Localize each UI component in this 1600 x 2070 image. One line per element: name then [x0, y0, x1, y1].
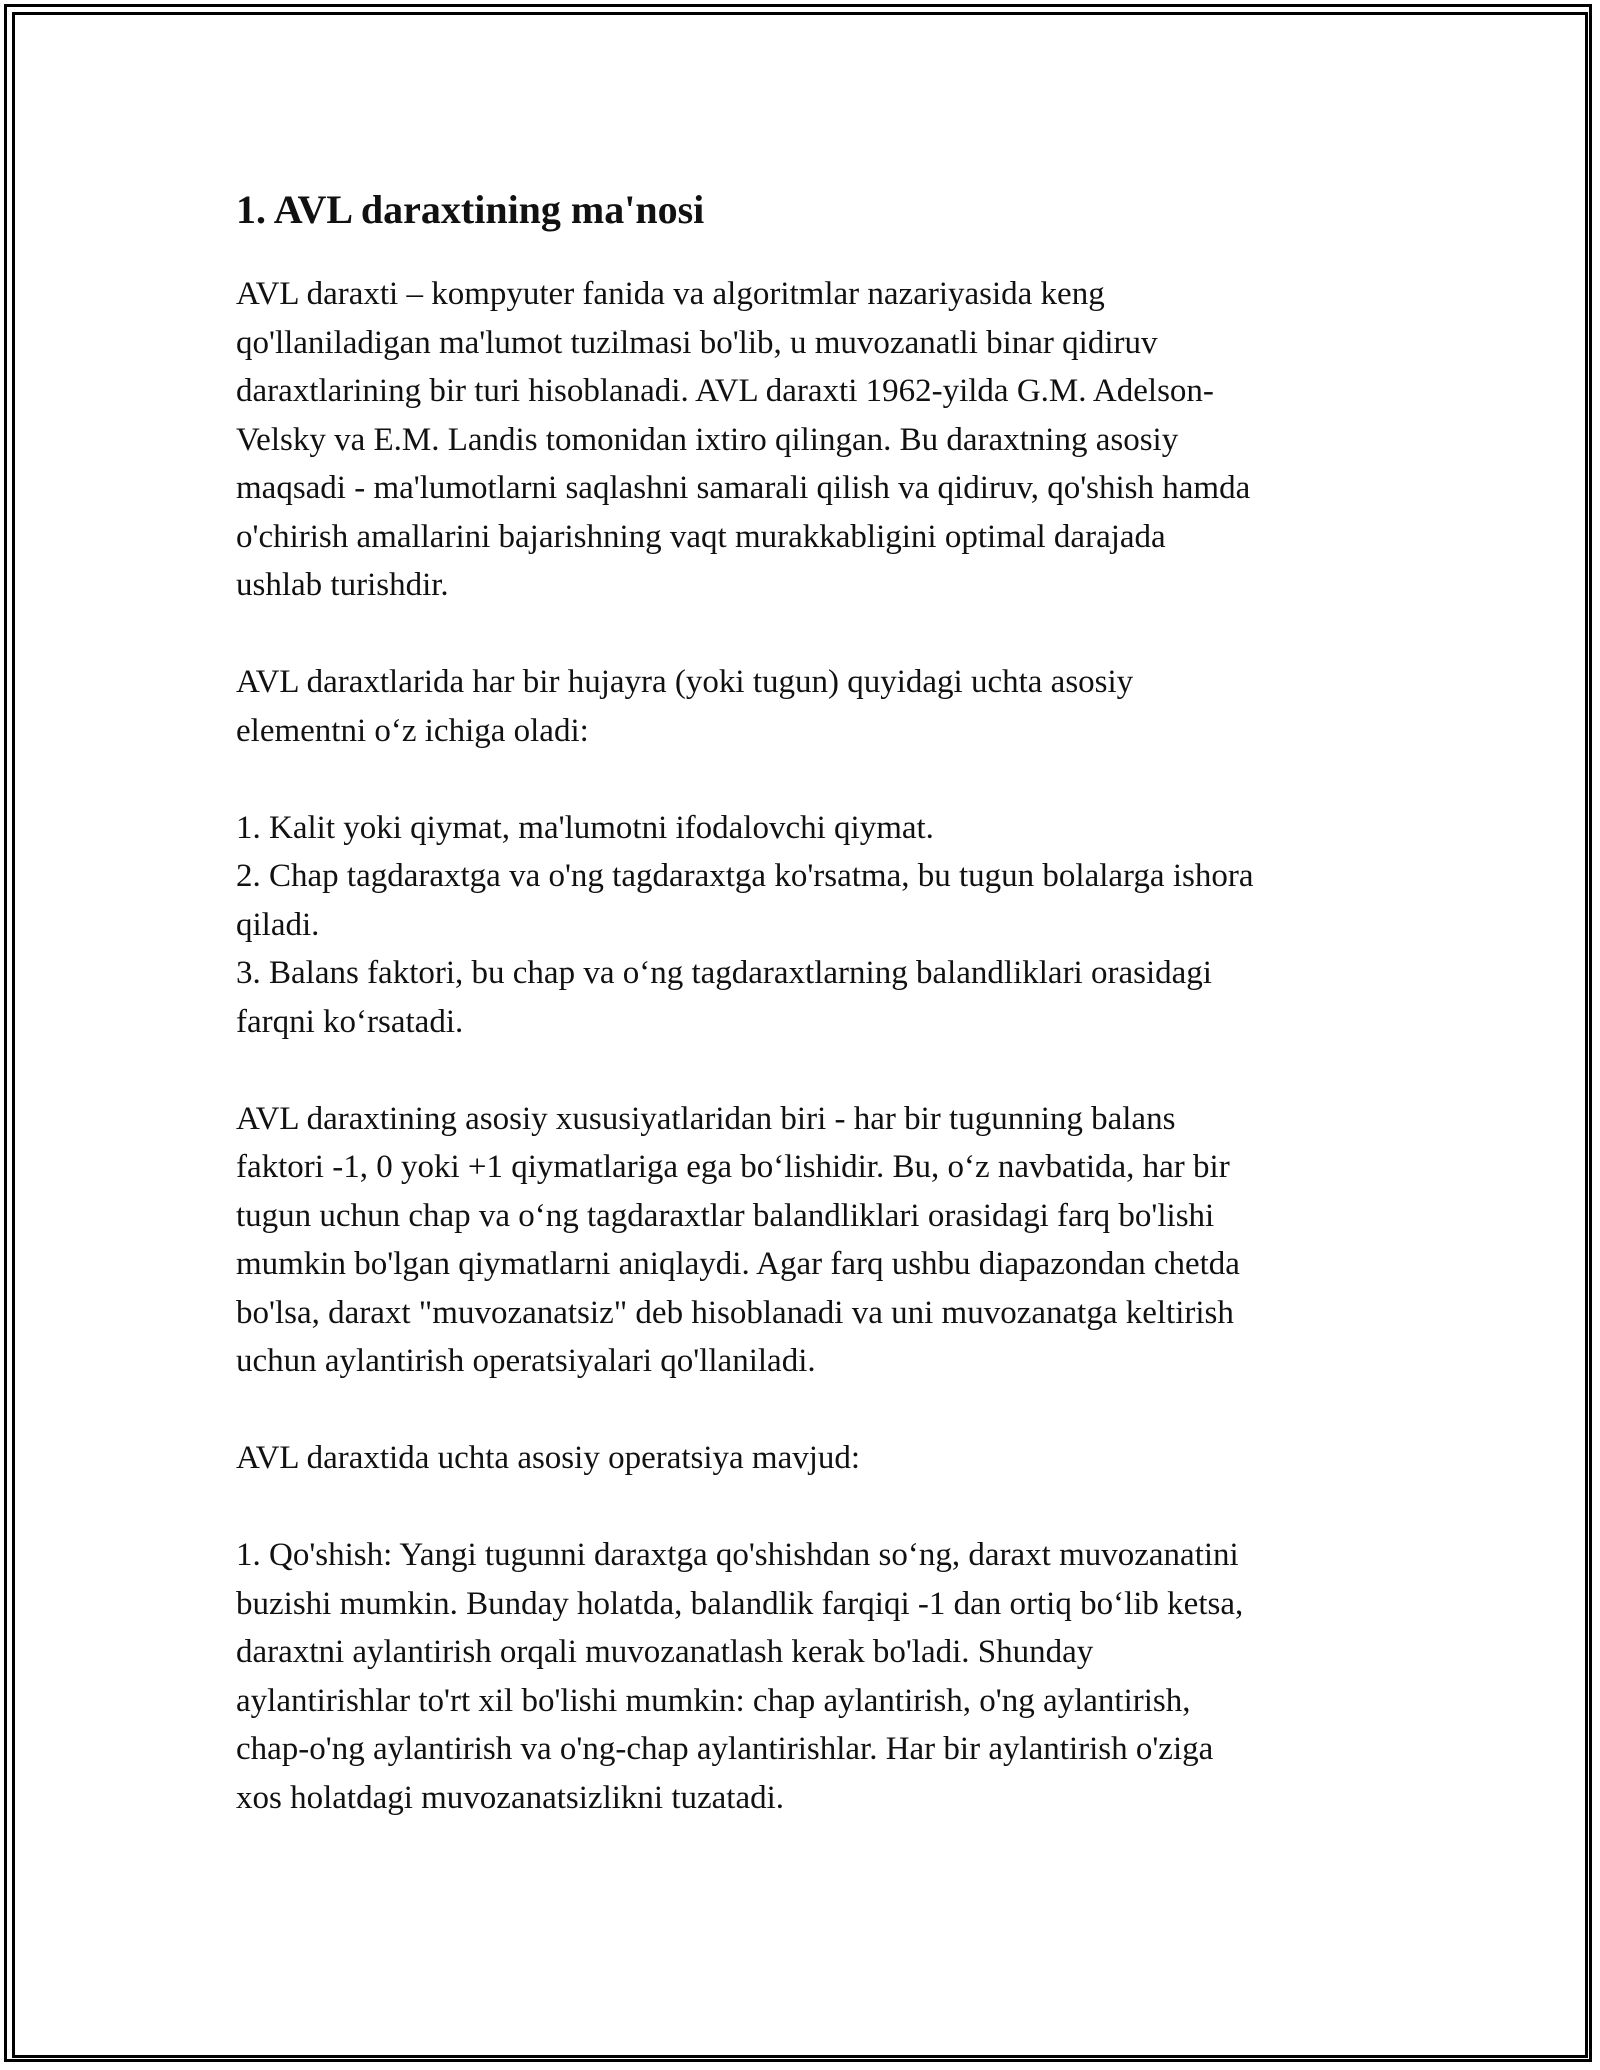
text-line: AVL daraxtida uchta asosiy operatsiya mavjud: [236, 1440, 861, 1476]
list-item: 2. Chap tagdaraxtga va o'ng tagdaraxtga ko'rsatma, bu tugun bolalarga ishora [236, 858, 1254, 894]
paragraph-balance-factor [236, 1095, 1376, 1386]
text-line: daraxtlarining bir turi hisoblanadi. AVL daraxti 1962-yilda G.M. Adelson- [236, 373, 1214, 409]
text-line: qo'llaniladigan ma'lumot tuzilmasi bo'lib, u muvozanatli binar qidiruv [236, 324, 1158, 361]
text-line: AVL daraxtlarida har bir hujayra (yoki tugun) quyidagi uchta asosiy [236, 664, 1134, 700]
list-item: aylantirishlar to'rt xil bo'lishi mumkin: chap aylantirish, o'ng aylantirish, [236, 1682, 1191, 1719]
list-operations [236, 1531, 1376, 1822]
text-line: elementni o‘z ichiga oladi: [236, 712, 589, 749]
paragraph-intro [236, 270, 1376, 610]
paragraph-operations [236, 1434, 1376, 1483]
paragraph-gap [236, 755, 1376, 804]
paragraph-gap [236, 1483, 1376, 1532]
list-item: 1. Qo'shish: Yangi tugunni daraxtga qo'shishdan so‘ng, daraxt muvozanatini [236, 1537, 1239, 1573]
list-item: xos holatdagi muvozanatsizlikni tuzatadi. [236, 1779, 785, 1816]
section-heading: 1. AVL daraxtining ma'nosi [236, 187, 705, 232]
list-item: farqni ko‘rsatadi. [236, 1003, 464, 1040]
list-item: 3. Balans faktori, bu chap va o‘ng tagdaraxtlarning balandliklari orasidagi [236, 955, 1212, 991]
text-line: AVL daraxti – kompyuter fanida va algoritmlar nazariyasida keng [236, 276, 1105, 312]
paragraph-gap [236, 610, 1376, 659]
document-body [236, 182, 1376, 1822]
list-item: qiladi. [236, 906, 320, 943]
list-item: daraxtni aylantirish orqali muvozanatlash kerak bo'ladi. Shunday [236, 1634, 1094, 1670]
text-line: mumkin bo'lgan qiymatlarni aniqlaydi. Agar farq ushbu diapazondan chetda [236, 1246, 1240, 1282]
paragraph-gap [236, 1386, 1376, 1435]
paragraph-node-elements [236, 658, 1376, 755]
text-line: maqsadi - ma'lumotlarni saqlashni samarali qilish va qidiruv, qo'shish hamda [236, 470, 1251, 506]
list-item: buzishi mumkin. Bunday holatda, balandlik farqiqi -1 dan ortiq bo‘lib ketsa, [236, 1585, 1244, 1622]
text-line: uchun aylantirish operatsiyalari qo'llaniladi. [236, 1343, 816, 1379]
text-line: ushlab turishdir. [236, 567, 449, 603]
text-line: bo'lsa, daraxt "muvozanatsiz" deb hisoblanadi va uni muvozanatga keltirish [236, 1294, 1234, 1331]
text-line: o'chirish amallarini bajarishning vaqt murakkabligini optimal darajada [236, 518, 1166, 555]
list-item: 1. Kalit yoki qiymat, ma'lumotni ifodalovchi qiymat. [236, 809, 934, 846]
text-line: faktori -1, 0 yoki +1 qiymatlariga ega bo‘lishidir. Bu, o‘z navbatida, har bir [236, 1149, 1230, 1185]
text-line: tugun uchun chap va o‘ng tagdaraxtlar balandliklari orasidagi farq bo'lishi [236, 1197, 1215, 1234]
paragraph-gap [236, 1046, 1376, 1095]
list-item: chap-o'ng aylantirish va o'ng-chap aylantirishlar. Har bir aylantirish o'ziga [236, 1731, 1214, 1767]
list-node-elements [236, 804, 1376, 1047]
text-line: AVL daraxtining asosiy xususiyatlaridan biri - har bir tugunning balans [236, 1100, 1176, 1137]
text-line: Velsky va E.M. Landis tomonidan ixtiro qilingan. Bu daraxtning asosiy [236, 421, 1179, 458]
